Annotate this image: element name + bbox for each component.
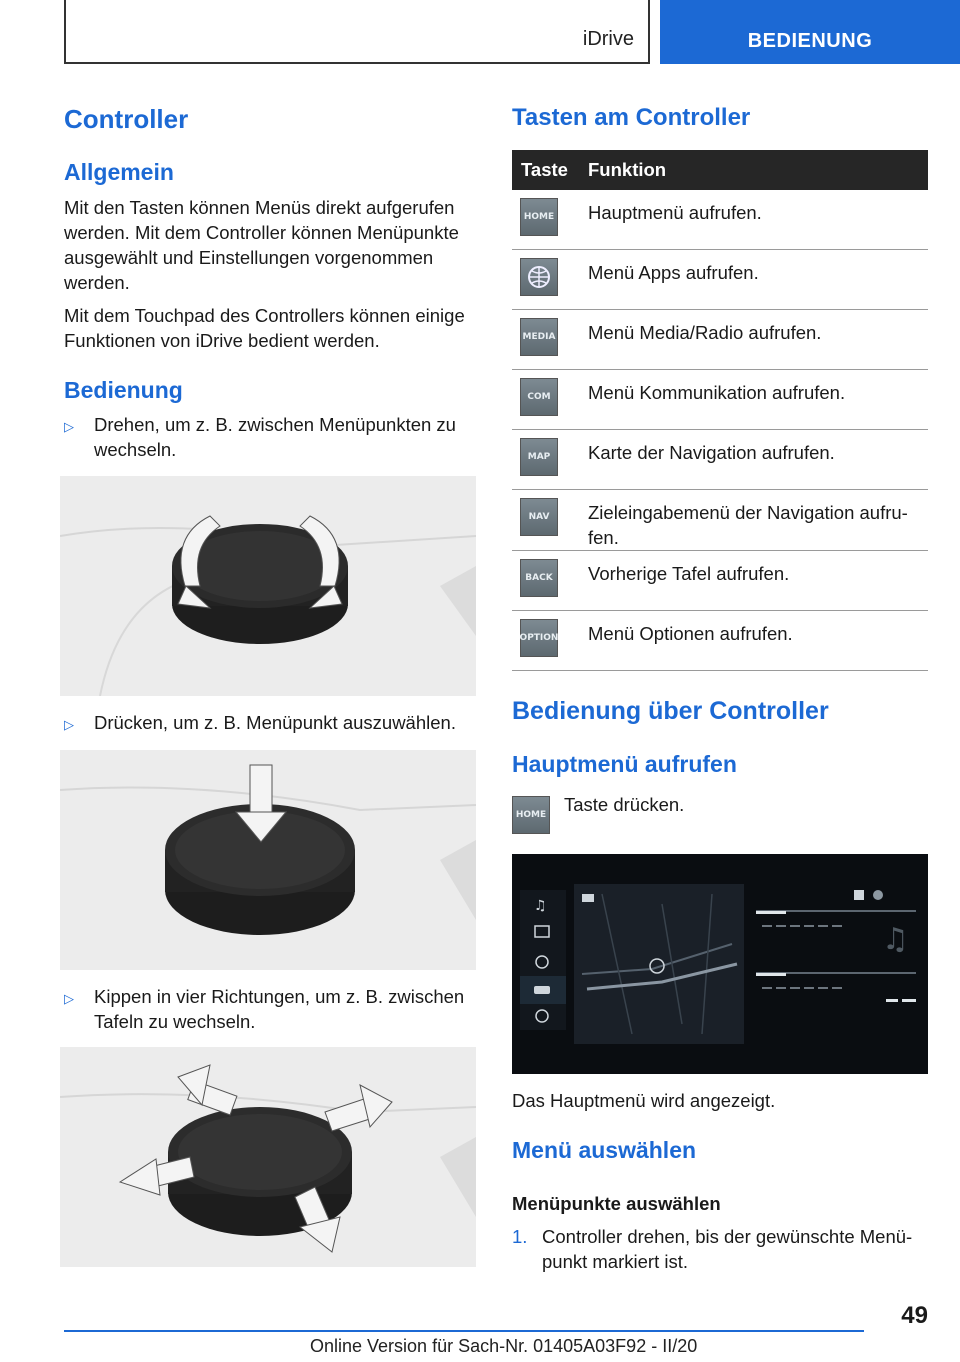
table-header <box>512 150 928 190</box>
bullet-kippen <box>64 984 484 1034</box>
col-taste: Taste <box>521 159 568 180</box>
heading-hauptmenu: Hauptmenü aufrufen <box>512 751 737 777</box>
heading-bedienung: Bedienung <box>64 377 183 403</box>
online-version-text: Online Version für Sach-Nr. 01405A03F92 - II/20 <box>310 1336 698 1356</box>
page-title: Controller <box>64 104 189 134</box>
controller-press-image <box>60 750 476 970</box>
row-function: Menü Apps aufrufen. <box>588 262 759 283</box>
bullet-text: Drehen, um z. B. zwischen Menüpunkten zu wechseln. <box>94 414 456 460</box>
svg-text:♫: ♫ <box>882 922 909 957</box>
table-row <box>512 190 928 250</box>
bullet-text: Drücken, um z. B. Menüpunkt auszuwählen. <box>94 712 456 733</box>
heading-menu-auswaehlen: Menü auswählen <box>512 1137 697 1163</box>
step-text: Controller drehen, bis der gewünschte Menüpunkt markiert ist. <box>542 1226 913 1272</box>
svg-text:♫: ♫ <box>534 898 547 914</box>
table-row <box>512 430 928 490</box>
step-number: 1. <box>512 1226 528 1247</box>
triangle-bullet-icon: ▷ <box>64 419 74 434</box>
taste-druecken-text: Taste drücken. <box>564 794 685 815</box>
table-row <box>512 490 928 551</box>
option-key-icon: OPTION <box>520 619 558 657</box>
controller-tilt-image <box>60 1047 476 1267</box>
screen-caption: Das Hauptmenü wird angezeigt. <box>512 1090 776 1111</box>
table-row <box>512 370 928 430</box>
tasten-table <box>512 150 928 671</box>
bullet-drehen <box>64 412 484 462</box>
row-function: Zieleingabemenü der Navigation aufrufen. <box>588 502 908 548</box>
page-number: 49 <box>901 1302 928 1329</box>
paragraph-allgemein-2: Mit dem Touchpad des Controllers können einige Funktionen von iDrive bedient werden. <box>64 305 465 351</box>
com-key-icon: COM <box>520 378 558 416</box>
apps-globe-icon <box>520 258 558 296</box>
bullet-text: Kippen in vier Richtungen, um z. B. zwischen Tafeln zu wechseln. <box>94 986 465 1032</box>
heading-allgemein: Allgemein <box>64 159 174 185</box>
header-section: iDrive <box>582 28 634 50</box>
triangle-bullet-icon: ▷ <box>64 717 74 732</box>
controller-rotate-image <box>60 476 476 696</box>
row-function: Hauptmenü aufrufen. <box>588 202 762 223</box>
heading-bedienung-controller: Bedienung über Controller <box>512 697 829 725</box>
home-key-icon: HOME <box>520 198 558 236</box>
heading-menupunkte: Menüpunkte auswählen <box>512 1193 721 1214</box>
row-function: Menü Media/Radio aufrufen. <box>588 322 822 343</box>
home-key-icon: HOME <box>512 796 550 834</box>
map-key-icon: MAP <box>520 438 558 476</box>
header-box <box>64 0 650 64</box>
media-key-icon: MEDIA <box>520 318 558 356</box>
paragraph-allgemein-1: Mit den Tasten können Menüs direkt aufgerufen werden. Mit dem Controller können Menüpunkte ausgewählt und Einstellungen vorgenommen werden. <box>64 197 459 293</box>
table-row <box>512 310 928 370</box>
table-row <box>512 611 928 671</box>
triangle-bullet-icon: ▷ <box>64 991 74 1006</box>
nav-key-icon: NAV <box>520 498 558 536</box>
back-key-icon: BACK <box>520 559 558 597</box>
row-function: Menü Kommunikation aufrufen. <box>588 382 846 403</box>
table-row <box>512 250 928 310</box>
row-function: Karte der Navigation aufrufen. <box>588 442 835 463</box>
idrive-main-menu-screenshot <box>512 854 928 1074</box>
step-1 <box>512 1224 928 1274</box>
table-row <box>512 551 928 611</box>
heading-tasten: Tasten am Controller <box>512 104 751 131</box>
row-function: Menü Optionen aufrufen. <box>588 623 793 644</box>
footer-rule <box>64 1330 864 1332</box>
chapter-tab[interactable]: BEDIENUNG <box>660 0 960 64</box>
row-function: Vorherige Tafel aufrufen. <box>588 563 790 584</box>
col-funktion: Funktion <box>588 159 667 180</box>
bullet-druecken <box>64 710 484 735</box>
